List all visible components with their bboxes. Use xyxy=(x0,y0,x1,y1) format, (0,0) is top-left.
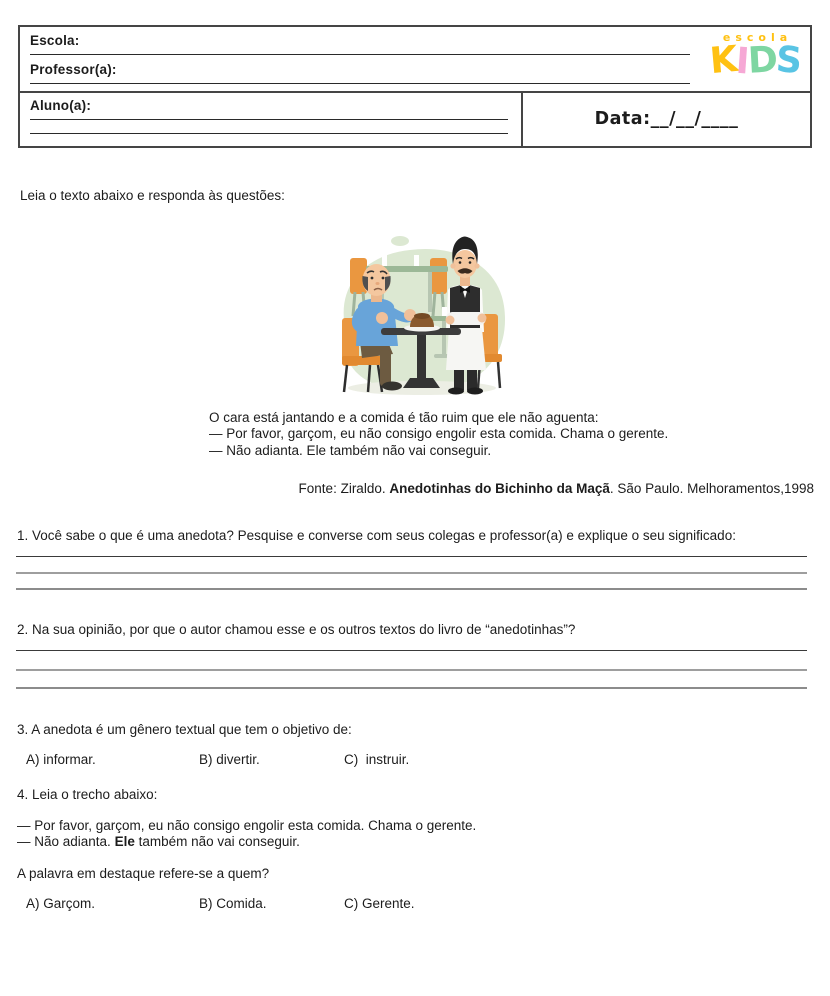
teacher-field xyxy=(30,61,690,84)
option-b: B) Comida. xyxy=(199,896,267,911)
logo-letter-d: D xyxy=(746,39,777,82)
question-1-text: 1. Você sabe o que é uma anedota? Pesquise e converse com seus colegas e professor(a) e explique o seu significado: xyxy=(17,528,736,543)
question-2-text: 2. Na sua opinião, por que o autor chamou esse e os outros textos do livro de “anedotinhas”? xyxy=(17,622,576,637)
option-c: C) Gerente. xyxy=(344,896,415,911)
answer-line xyxy=(16,650,807,651)
student-field xyxy=(30,97,508,120)
student-label: Aluno(a): xyxy=(30,98,92,113)
question-4-options xyxy=(0,896,830,914)
answer-line xyxy=(16,687,807,689)
restaurant-illustration xyxy=(330,228,512,400)
anecdote-line-2: — Por favor, garçom, eu não consigo engolir esta comida. Chama o gerente. xyxy=(209,426,669,442)
school-header-box xyxy=(18,25,812,93)
quote-line-2: — Não adianta. Ele também não vai conseguir. xyxy=(17,834,300,850)
logo-letter-s: S xyxy=(774,39,802,82)
option-a: A) informar. xyxy=(26,752,96,767)
highlighted-word: Ele xyxy=(114,834,135,850)
escola-kids-logo xyxy=(700,31,810,83)
answer-line xyxy=(16,669,807,671)
school-label: Escola: xyxy=(30,33,80,48)
question-4-quote xyxy=(17,818,476,851)
student-extra-line xyxy=(30,133,508,134)
source-citation xyxy=(0,481,814,496)
anecdote-line-3: — Não adianta. Ele também não vai conseguir. xyxy=(209,442,492,458)
question-3-text: 3. A anedota é um gênero textual que tem o objetivo de: xyxy=(17,722,352,737)
question-3-options xyxy=(0,752,830,770)
answer-line xyxy=(16,556,807,557)
anecdote-line-1: O cara está jantando e a comida é tão ruim que ele não aguenta: xyxy=(209,410,599,425)
teacher-label: Professor(a): xyxy=(30,62,117,77)
option-c: C) instruir. xyxy=(344,752,410,767)
answer-line xyxy=(16,572,807,574)
date-cell xyxy=(523,91,810,146)
student-cell xyxy=(20,91,523,146)
student-header-box xyxy=(18,91,812,148)
logo-letter-k: K xyxy=(708,38,739,83)
option-a: A) Garçom. xyxy=(26,896,96,911)
source-prefix: Fonte: Ziraldo. xyxy=(298,481,390,496)
question-4-text: 4. Leia o trecho abaixo: xyxy=(17,787,158,802)
logo-letter-i: I xyxy=(734,40,750,83)
quote-line-1: — Por favor, garçom, eu não consigo engolir esta comida. Chama o gerente. xyxy=(17,818,477,833)
source-title: Anedotinhas do Bichinho da Maçã xyxy=(389,481,610,496)
logo-escola-text: escola xyxy=(722,31,793,44)
anecdote-text xyxy=(209,410,668,459)
source-suffix: . São Paulo. Melhoramentos,1998 xyxy=(609,481,814,496)
question-4-subquestion: A palavra em destaque refere-se a quem? xyxy=(17,866,270,881)
logo-kids-text xyxy=(700,38,810,83)
instructions-text: Leia o texto abaixo e responda às questões: xyxy=(20,188,285,203)
date-label: Data:__/__/____ xyxy=(594,108,739,129)
option-b: B) divertir. xyxy=(199,752,260,767)
answer-line xyxy=(16,588,807,590)
school-field xyxy=(30,32,690,55)
